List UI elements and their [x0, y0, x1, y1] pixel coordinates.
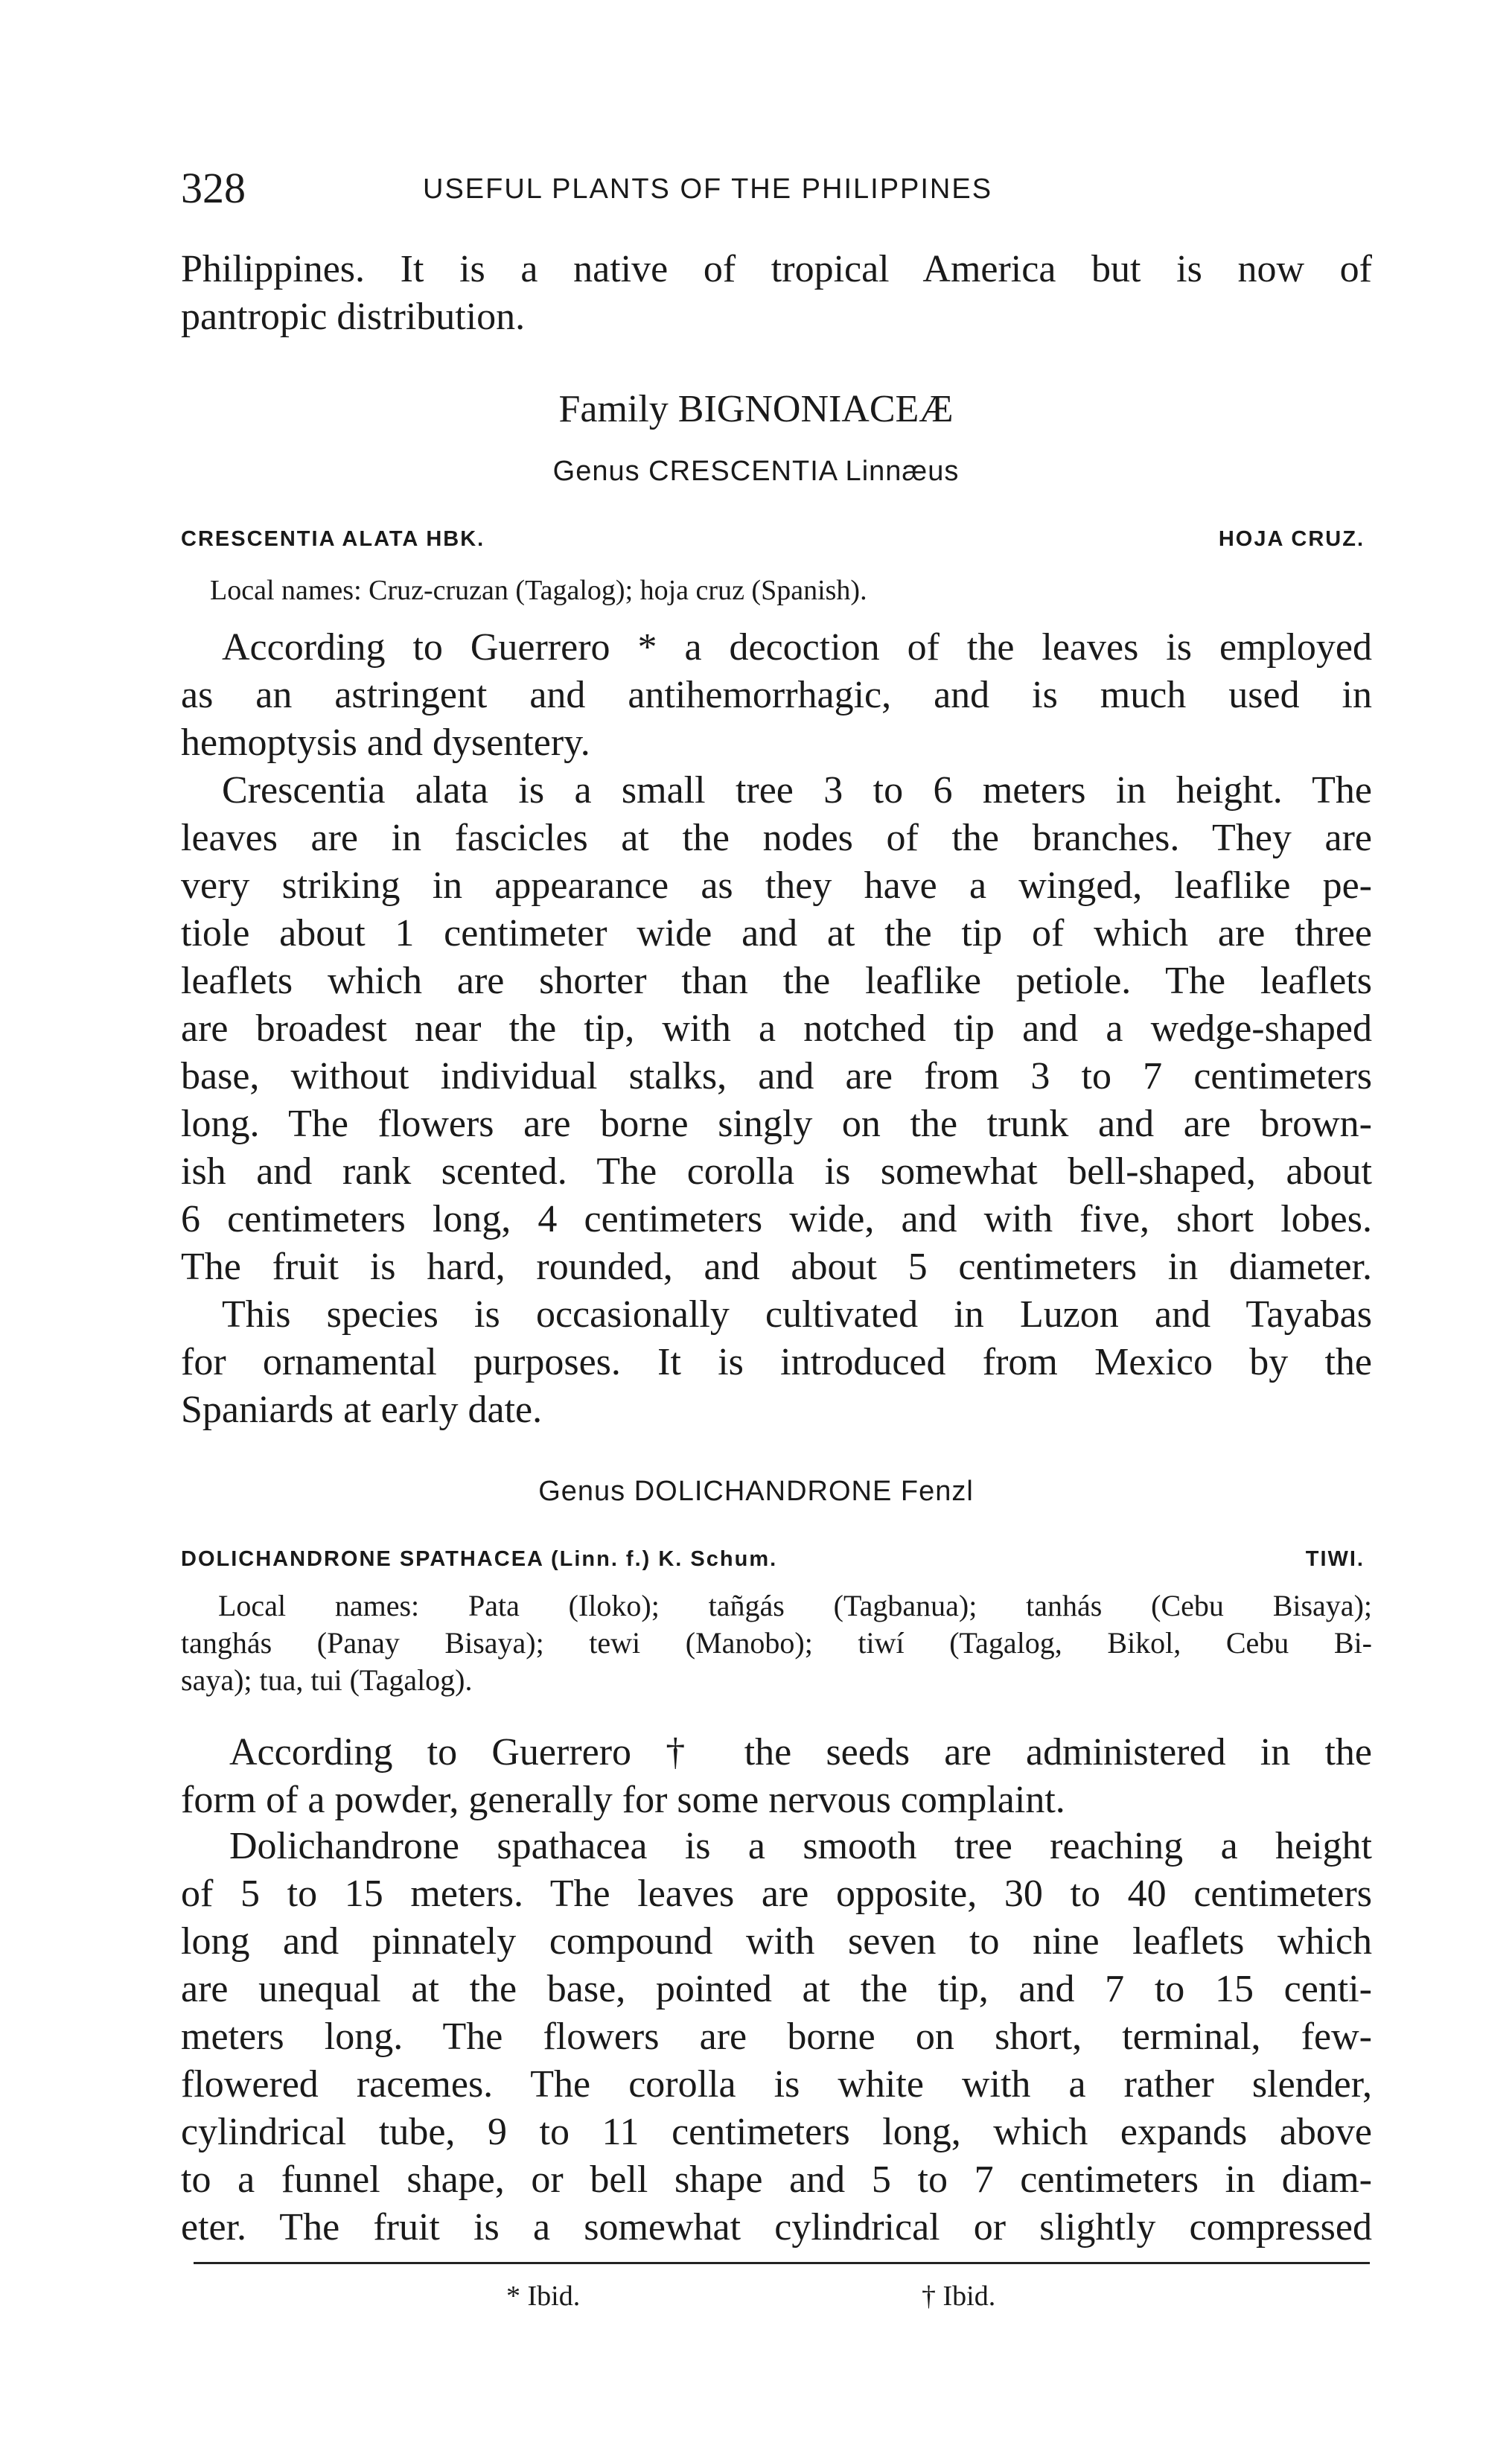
text-line: are broadest near the tip, with a notched tip and a wedge-shaped	[181, 1007, 1372, 1050]
text-line: tiole about 1 centimeter wide and at the tip of which are three	[181, 912, 1372, 955]
footnote-divider	[194, 2262, 1370, 2264]
text-line: long and pinnately compound with seven to nine leaflets which	[181, 1920, 1372, 1963]
text-line: Spaniards at early date.	[181, 1389, 543, 1431]
text-line: saya); tua, tui (Tagalog).	[181, 1663, 473, 1697]
text-line: leaflets which are shorter than the leaflike petiole. The leaflets	[181, 960, 1372, 1002]
text-line: 6 centimeters long, 4 centimeters wide, and with five, short lobes.	[181, 1198, 1372, 1240]
genus-heading-dolichandrone: Genus DOLICHANDRONE Fenzl	[538, 1476, 974, 1507]
footnote-dagger: † Ibid.	[922, 2281, 996, 2312]
text-line: cylindrical tube, 9 to 11 centimeters long, which expands above	[181, 2111, 1372, 2153]
text-line: long. The flowers are borne singly on the trunk and are brown-	[181, 1103, 1372, 1145]
text-line: According to Guerrero * a decoction of the leaves is employed	[222, 626, 1372, 669]
text-line: ish and rank scented. The corolla is somewhat bell-shaped, about	[181, 1150, 1372, 1193]
text-line: Crescentia alata is a small tree 3 to 6 meters in height. The	[222, 769, 1372, 812]
species-name: DOLICHANDRONE SPATHACEA (Linn. f.) K. Schum.	[181, 1547, 778, 1571]
local-names-crescentia: Local names: Cruz-cruzan (Tagalog); hoja cruz (Spanish).	[210, 575, 867, 606]
common-name: HOJA CRUZ.	[1218, 527, 1365, 551]
text-line: form of a powder, generally for some nervous complaint.	[181, 1779, 1065, 1821]
text-line: eter. The fruit is a somewhat cylindrical or slightly compressed	[181, 2206, 1372, 2249]
text-line: According to Guerrero † the seeds are administered in the	[229, 1731, 1372, 1774]
text-line: of 5 to 15 meters. The leaves are opposite, 30 to 40 centimeters	[181, 1873, 1372, 1915]
text-line: as an astringent and antihemorrhagic, and is much used in	[181, 674, 1372, 716]
dolichandrone-paragraph-2	[181, 1823, 1372, 2252]
text-line: meters long. The flowers are borne on short, terminal, few-	[181, 2015, 1372, 2058]
text-line: This species is occasionally cultivated in Luzon and Tayabas	[222, 1293, 1372, 1336]
text-line: Dolichandrone spathacea is a smooth tree reaching a height	[229, 1825, 1372, 1867]
text-line: flowered racemes. The corolla is white with a rather slender,	[181, 2063, 1372, 2106]
text-line: are unequal at the base, pointed at the tip, and 7 to 15 centi-	[181, 1968, 1372, 2010]
text-line: tanghás (Panay Bisaya); tewi (Manobo); tiwí (Tagalog, Bikol, Cebu Bi-	[181, 1626, 1372, 1660]
species-name: CRESCENTIA ALATA HBK.	[181, 527, 485, 551]
intro-text	[181, 246, 1372, 341]
crescentia-paragraph-2	[181, 767, 1372, 1291]
text-line: very striking in appearance as they have a winged, leaflike pe-	[181, 864, 1372, 907]
genus-heading-crescentia: Genus CRESCENTIA Linnæus	[552, 456, 960, 487]
page-header	[181, 162, 1357, 214]
crescentia-paragraph-3	[181, 1291, 1372, 1434]
species-row-crescentia	[181, 527, 1365, 552]
text-line: leaves are in fascicles at the nodes of the branches. They are	[181, 817, 1372, 859]
text-line: Philippines. It is a native of tropical America but is now of	[181, 248, 1372, 290]
local-names-dolichandrone	[181, 1587, 1372, 1699]
text-line: to a funnel shape, or bell shape and 5 to 7 centimeters in diam-	[181, 2158, 1372, 2201]
text-line: hemoptysis and dysentery.	[181, 721, 590, 764]
text-line: pantropic distribution.	[181, 296, 526, 338]
species-row-dolichandrone	[181, 1547, 1365, 1572]
text-line: The fruit is hard, rounded, and about 5 centimeters in diameter.	[181, 1246, 1372, 1288]
running-title: USEFUL PLANTS OF THE PHILIPPINES	[423, 173, 993, 205]
text-line: for ornamental purposes. It is introduced from Mexico by the	[181, 1341, 1372, 1383]
common-name: TIWI.	[1305, 1547, 1365, 1571]
dolichandrone-paragraph-1	[181, 1729, 1372, 1824]
footnote-star: * Ibid.	[506, 2281, 581, 2312]
family-heading: Family BIGNONIACEÆ	[558, 388, 954, 430]
page-number: 328	[181, 164, 246, 212]
text-line: base, without individual stalks, and are from 3 to 7 centimeters	[181, 1055, 1372, 1097]
crescentia-paragraph-1	[181, 624, 1372, 767]
text-line: Local names: Pata (Iloko); tañgás (Tagbanua); tanhás (Cebu Bisaya);	[218, 1589, 1372, 1622]
